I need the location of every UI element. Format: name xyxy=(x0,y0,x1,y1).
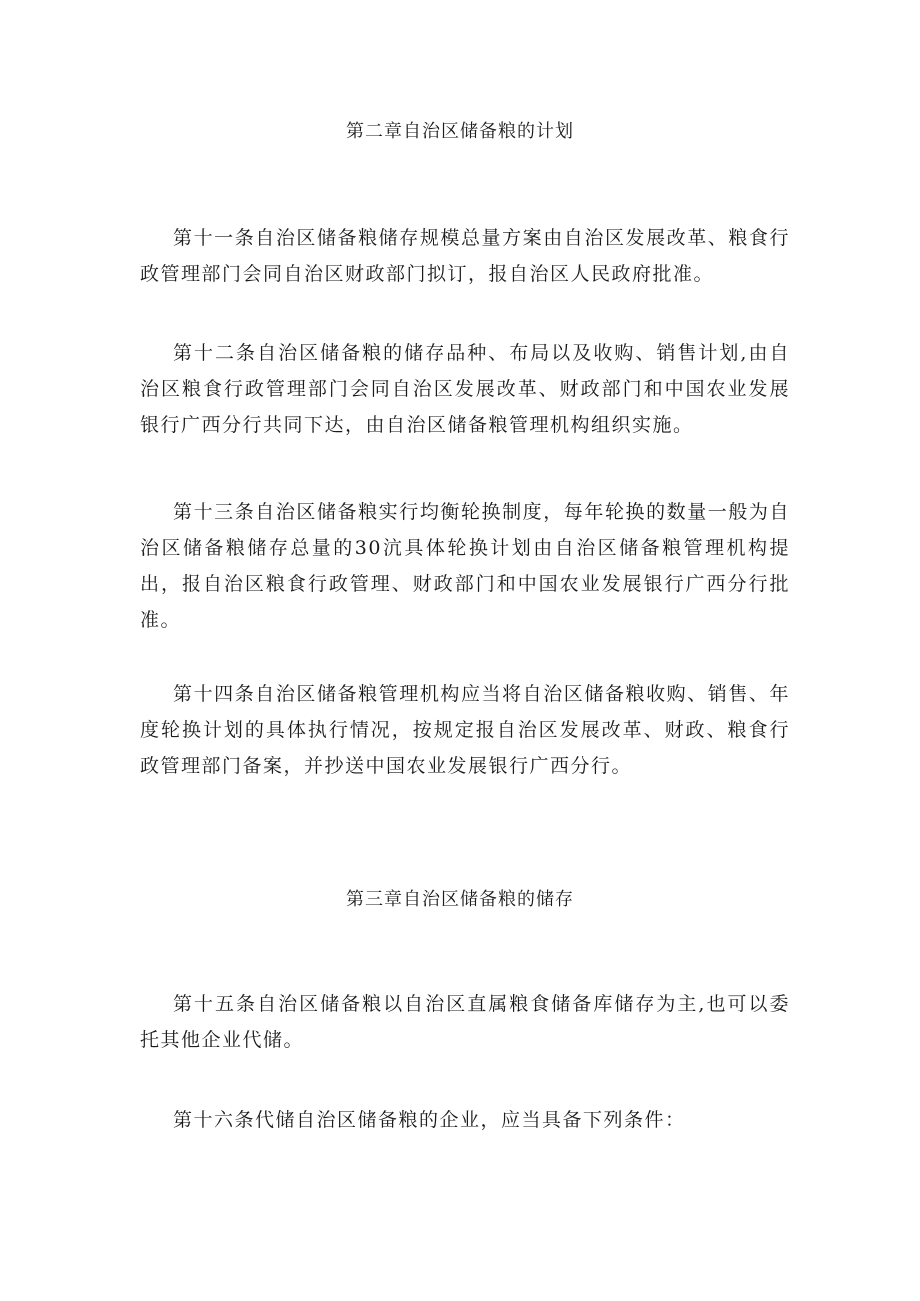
chapter-3-title: 第三章自治区储备粮的储存 xyxy=(346,889,574,910)
article-11: 第十一条自治区储备粮储存规模总量方案由自治区发展改革、粮食行政管理部门会同自治区财政部门拟订，报自治区人民政府批准。 xyxy=(140,227,790,285)
article-14: 第十四条自治区储备粮管理机构应当将自治区储备粮收购、销售、年度轮换计划的具体执行情况，按规定报自治区发展改革、财政、粮食行政管理部门备案，并抄送中国农业发展银行广西分行。 xyxy=(140,683,790,777)
chapter-2-title: 第二章自治区储备粮的计划 xyxy=(346,121,574,142)
article-12: 第十二条自治区储备粮的储存品种、布局以及收购、销售计划,由自治区粮食行政管理部门会同自治区发展改革、财政部门和中国农业发展银行广西分行共同下达，由自治区储备粮管理机构组织实施。 xyxy=(140,342,790,436)
article-13: 第十三条自治区储备粮实行均衡轮换制度，每年轮换的数量一般为自治区储备粮储存总量的30沆具体轮换计划由自治区储备粮管理机构提出，报自治区粮食行政管理、财政部门和中国农业发展银行广西分行批准。 xyxy=(140,501,790,631)
article-15: 第十五条自治区储备粮以自治区直属粮食储备库储存为主,也可以委托其他企业代储。 xyxy=(140,993,790,1051)
article-16: 第十六条代储自治区储备粮的企业，应当具备下列条件： xyxy=(173,1109,686,1131)
